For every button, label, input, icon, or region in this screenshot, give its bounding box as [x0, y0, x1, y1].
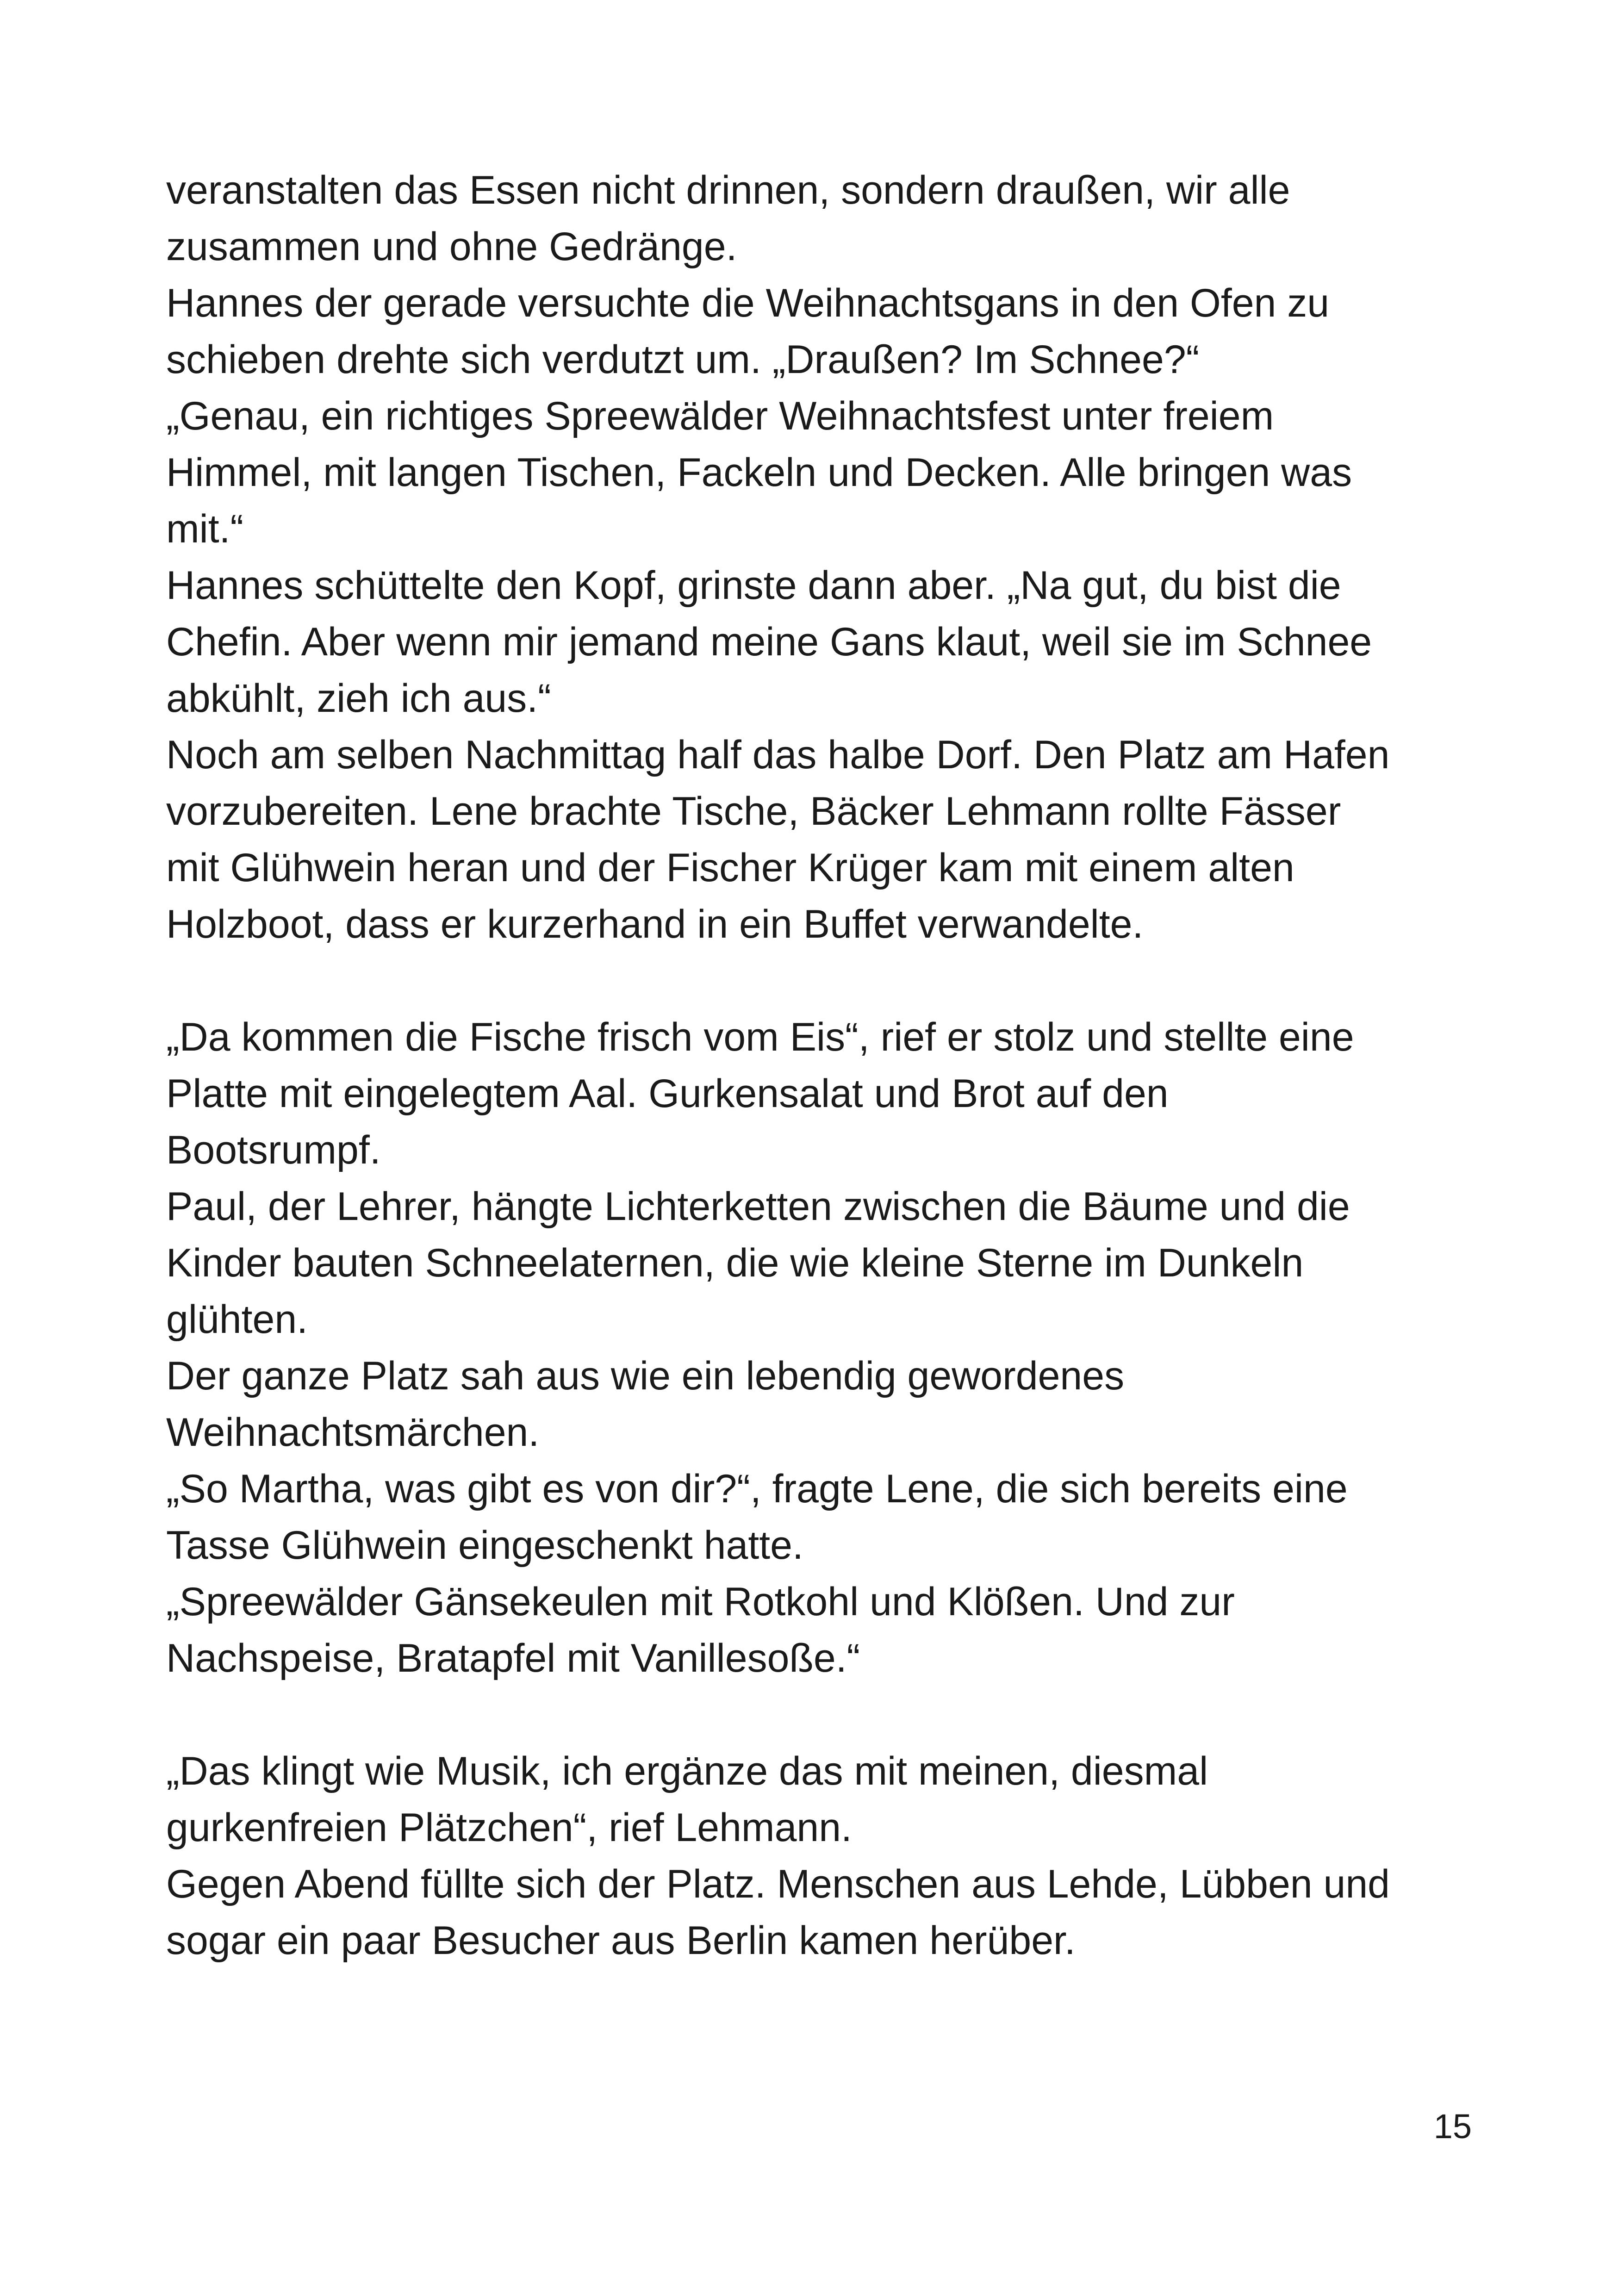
text-line: gurkenfreien Plätzchen“, rief Lehmann.: [166, 1805, 852, 1850]
text-line: „Spreewälder Gänsekeulen mit Rotkohl und Klößen. Und zur: [166, 1580, 1235, 1624]
text-line: Noch am selben Nachmittag half das halbe Dorf. Den Platz am Hafen: [166, 733, 1390, 777]
text-line: Platte mit eingelegtem Aal. Gurkensalat und Brot auf den: [166, 1071, 1169, 1116]
text-line: vorzubereiten. Lene brachte Tische, Bäcker Lehmann rollte Fässer: [166, 789, 1341, 834]
text-line: „So Martha, was gibt es von dir?“, fragte Lene, die sich bereits eine: [166, 1467, 1348, 1511]
text-line: Hannes schüttelte den Kopf, grinste dann aber. „Na gut, du bist die: [166, 563, 1341, 608]
text-line: Weihnachtsmärchen.: [166, 1410, 540, 1455]
text-line: abkühlt, zieh ich aus.“: [166, 676, 551, 721]
text-line: glühten.: [166, 1297, 308, 1342]
text-line: Bootsrumpf.: [166, 1128, 381, 1172]
paragraph-gap: [166, 952, 1462, 1009]
text-line: sogar ein paar Besucher aus Berlin kamen herüber.: [166, 1918, 1076, 1963]
text-line: „Genau, ein richtiges Spreewälder Weihnachtsfest unter freiem: [166, 394, 1274, 438]
text-line: Hannes der gerade versuchte die Weihnachtsgans in den Ofen zu: [166, 281, 1330, 325]
text-line: schieben drehte sich verdutzt um. „Draußen? Im Schnee?“: [166, 337, 1200, 382]
text-line: Der ganze Platz sah aus wie ein lebendig gewordenes: [166, 1354, 1125, 1398]
text-line: veranstalten das Essen nicht drinnen, sondern draußen, wir alle: [166, 168, 1290, 212]
text-line: Gegen Abend füllte sich der Platz. Menschen aus Lehde, Lübben und: [166, 1862, 1390, 1906]
text-line: Holzboot, dass er kurzerhand in ein Buffet verwandelte.: [166, 902, 1144, 946]
text-line: „Da kommen die Fische frisch vom Eis“, rief er stolz und stellte eine: [166, 1015, 1354, 1059]
text-line: Tasse Glühwein eingeschenkt hatte.: [166, 1523, 803, 1568]
text-line: Paul, der Lehrer, hängte Lichterketten zwischen die Bäume und die: [166, 1184, 1350, 1229]
text-line: Chefin. Aber wenn mir jemand meine Gans klaut, weil sie im Schnee: [166, 620, 1372, 664]
text-line: mit Glühwein heran und der Fischer Krüger kam mit einem alten: [166, 846, 1294, 890]
text-line: Nachspeise, Bratapfel mit Vanillesoße.“: [166, 1636, 860, 1680]
text-line: „Das klingt wie Musik, ich ergänze das mit meinen, diesmal: [166, 1749, 1208, 1793]
text-line: Himmel, mit langen Tischen, Fackeln und Decken. Alle bringen was: [166, 450, 1352, 495]
text-line: mit.“: [166, 507, 244, 551]
text-line: zusammen und ohne Gedränge.: [166, 224, 737, 269]
text-line: Kinder bauten Schneelaternen, die wie kleine Sterne im Dunkeln: [166, 1241, 1304, 1285]
page-number: 15: [1433, 2107, 1472, 2146]
paragraph-gap: [166, 1686, 1462, 1743]
body-text: [166, 162, 1462, 1969]
